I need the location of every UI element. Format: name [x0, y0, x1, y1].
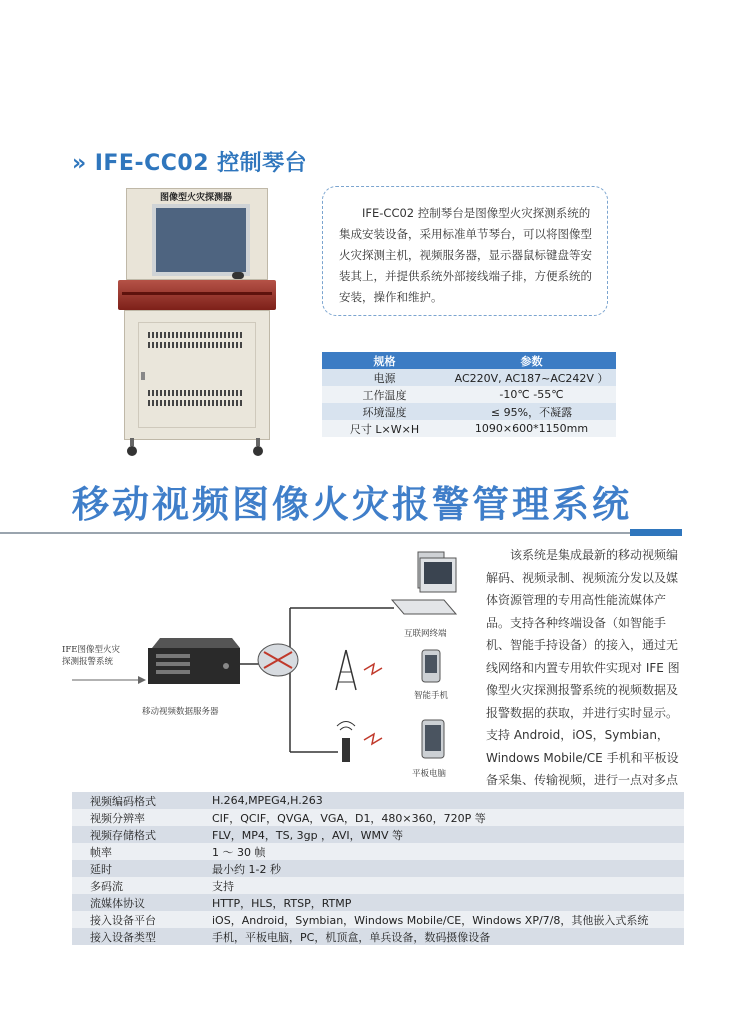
spec-value: 1090×600*1150mm — [447, 420, 616, 437]
caster-wheel-icon — [127, 446, 137, 456]
cell-tower-icon — [336, 650, 356, 690]
tablet-label: 平板电脑 — [412, 769, 447, 779]
spec-key: 帧率 — [72, 843, 200, 860]
wheel-post — [130, 438, 134, 446]
table-row — [322, 420, 616, 437]
shelf-edge — [122, 292, 272, 295]
table-row — [322, 369, 616, 386]
server-icon — [148, 638, 240, 684]
cabinet-label: 图像型火灾探测器 — [159, 193, 232, 203]
computer-icon — [392, 552, 456, 614]
table-row — [72, 877, 684, 894]
router-icon — [258, 644, 298, 676]
section-heading — [72, 146, 307, 177]
table-row — [72, 911, 684, 928]
lock-icon — [141, 372, 145, 380]
spec-value: -10℃ -55℃ — [447, 386, 616, 403]
spec-value: HTTP，HLS，RTSP，RTMP — [200, 894, 684, 911]
tablet-icon — [422, 720, 444, 758]
wireless-signal-icon — [364, 734, 382, 744]
table-row — [72, 928, 684, 945]
spec-header-value: 参数 — [447, 352, 616, 369]
spec-key: 环境湿度 — [322, 403, 447, 420]
spec-key: 流媒体协议 — [72, 894, 200, 911]
vent-grille — [148, 400, 244, 406]
monitor-screen — [152, 204, 250, 276]
keyboard-shelf — [118, 280, 276, 310]
spec-key: 电源 — [322, 369, 447, 386]
spec-value: CIF，QCIF，QVGA，VGA，D1，480×360，720P 等 — [200, 809, 684, 826]
server-label: 移动视频数据服务器 — [142, 707, 219, 717]
spec-value: FLV，MP4，TS, 3gp ，AVI，WMV 等 — [200, 826, 684, 843]
caster-wheel-icon — [253, 446, 263, 456]
spec-header-name: 规格 — [322, 352, 447, 369]
vent-grille — [148, 332, 244, 338]
table-row — [72, 843, 684, 860]
spec-value: 支持 — [200, 877, 684, 894]
table-row — [72, 894, 684, 911]
spec-table-2 — [72, 792, 684, 945]
spec-value: iOS，Android，Symbian，Windows Mobile/CE，Windows XP/7/8，其他嵌入式系统 — [200, 911, 684, 928]
spec-value: 最小约 1-2 秒 — [200, 860, 684, 877]
spec-table-1 — [322, 352, 616, 437]
spec-value: AC220V, AC187~AC242V ） — [447, 369, 616, 386]
page-title: 移动视频图像火灾报警管理系统 — [72, 483, 632, 526]
double-chevron-icon: » — [72, 151, 87, 176]
table-row — [72, 809, 684, 826]
spec-value: 手机，平板电脑，PC，机顶盒，单兵设备，数码摄像设备 — [200, 928, 684, 945]
spec-key: 视频存储格式 — [72, 826, 200, 843]
spec-key: 工作温度 — [322, 386, 447, 403]
system-description: 该系统是集成最新的移动视频编解码、视频录制、视频流分发以及媒体资源管理的专用高性能流媒体产品。支持各种终端设备（如智能手机、智能手持设备）的接入，通过无线网络和内置专用软件实现对 IFE 图像型火灾探测报警系统的视频数据及报警数据的获取，并进行实时显示。支持 Android，iOS，Symbian，Windows Mobile/CE 手机和平板设备采集、传输视频，进行一点对多点 — [486, 548, 680, 787]
section-heading-text: IFE-CC02 控制琴台 — [94, 151, 308, 176]
spec-key: 尺寸 L×W×H — [322, 420, 447, 437]
table-row — [322, 403, 616, 420]
source-label-2: 探测报警系统 — [62, 657, 114, 667]
vent-grille — [148, 342, 244, 348]
table-row — [72, 792, 684, 809]
description-box: IFE-CC02 控制琴台是图像型火灾探测系统的集成安装设备，采用标准单节琴台，可以将图像型火灾探测主机，视频服务器，显示器鼠标键盘等安装其上，并提供系统外部接线端子排，方便系统的安装，操作和维护。 — [322, 186, 608, 316]
table-row — [72, 860, 684, 877]
wheel-post — [256, 438, 260, 446]
table-row — [72, 826, 684, 843]
spec-key: 多码流 — [72, 877, 200, 894]
spec-key: 延时 — [72, 860, 200, 877]
wireless-signal-icon — [364, 664, 382, 674]
spec-value: H.264,MPEG4,H.263 — [200, 792, 684, 809]
network-diagram — [60, 540, 480, 790]
spec-value: ≤ 95%，不凝露 — [447, 403, 616, 420]
title-accent-bar — [630, 529, 682, 536]
vent-grille — [148, 390, 244, 396]
spec-key: 视频编码格式 — [72, 792, 200, 809]
table-row — [322, 386, 616, 403]
mouse-icon — [232, 272, 244, 279]
phone-label: 智能手机 — [414, 691, 449, 701]
title-divider — [0, 532, 682, 534]
spec-key: 视频分辨率 — [72, 809, 200, 826]
wifi-antenna-icon — [337, 722, 355, 763]
spec-value: 1 ～ 30 帧 — [200, 843, 684, 860]
smartphone-icon — [422, 650, 440, 682]
arrow-head-icon — [138, 676, 146, 684]
spec-key: 接入设备平台 — [72, 911, 200, 928]
source-label-1: IFE图像型火灾 — [62, 645, 120, 655]
pc-label: 互联网终端 — [404, 629, 447, 639]
spec-key: 接入设备类型 — [72, 928, 200, 945]
